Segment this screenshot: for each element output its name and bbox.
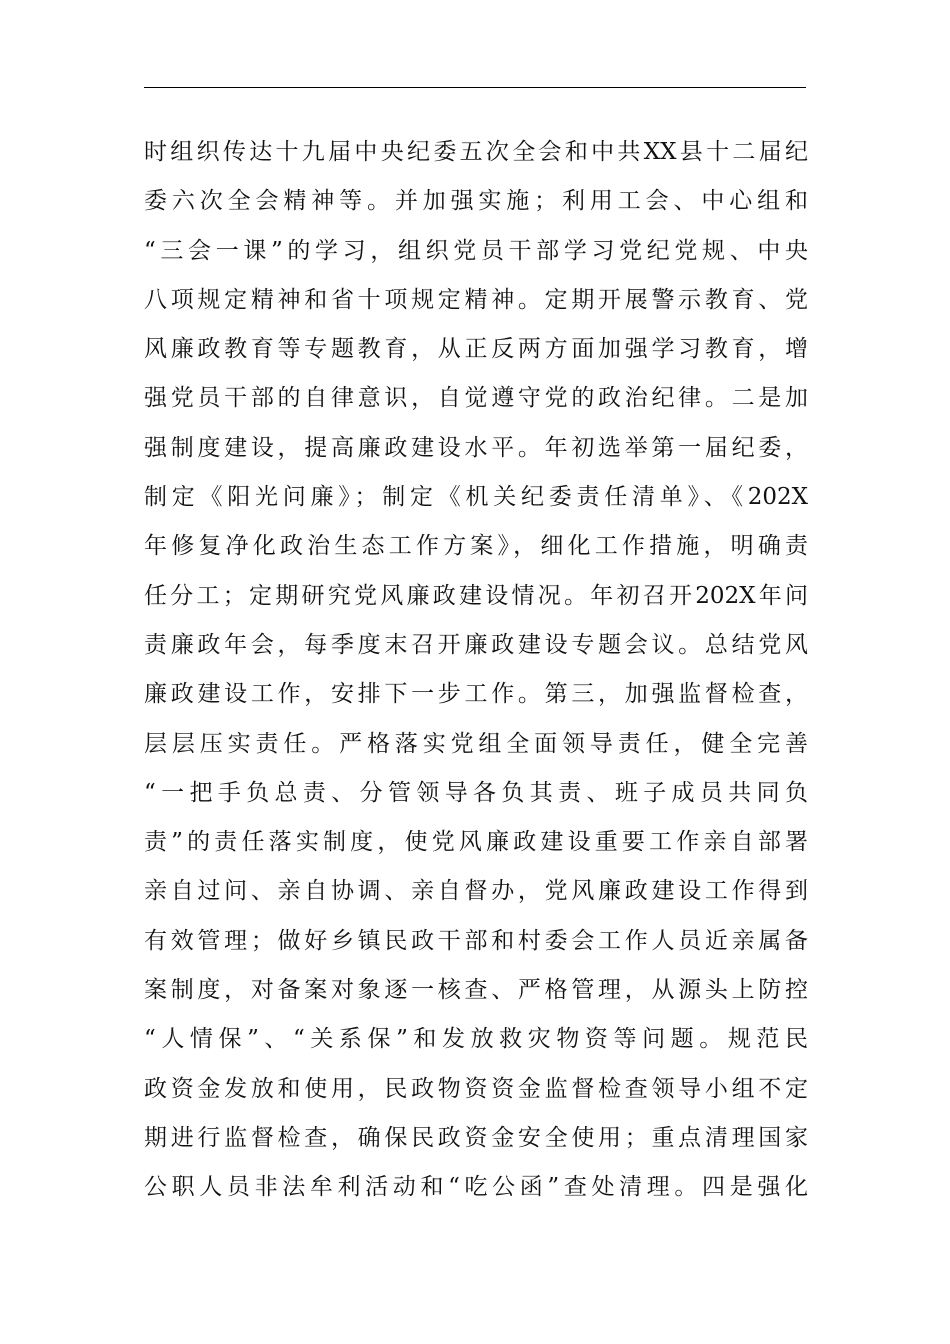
text-line: 有效管理；做好乡镇民政干部和村委会工作人员近亲属备 — [144, 927, 808, 954]
text-line: 亲自过问、亲自协调、亲自督办，党风廉政建设工作得到 — [144, 878, 808, 905]
body-text — [144, 128, 808, 1213]
text-line: 责廉政年会，每季度末召开廉政建设专题会议。总结党风 — [144, 631, 808, 658]
text-line: 八项规定精神和省十项规定精神。定期开展警示教育、党 — [144, 286, 808, 313]
text-line: 责”的责任落实制度，使党风廉政建设重要工作亲自部署 — [144, 829, 808, 856]
text-line: 委六次全会精神等。并加强实施；利用工会、中心组和 — [144, 188, 808, 215]
header-rule — [144, 87, 806, 88]
text-line: 期进行监督检查，确保民政资金安全使用；重点清理国家 — [144, 1124, 808, 1151]
text-line: 任分工；定期研究党风廉政建设情况。年初召开202X年问 — [144, 582, 808, 609]
text-line: 制定《阳光问廉》；制定《机关纪委责任清单》、《202X — [144, 484, 808, 511]
text-line: 政资金发放和使用，民政物资资金监督检查领导小组不定 — [144, 1075, 808, 1102]
text-line: 公职人员非法牟利活动和“吃公函”查处清理。四是强化 — [144, 1174, 808, 1201]
text-line: 层层压实责任。严格落实党组全面领导责任，健全完善 — [144, 730, 808, 757]
text-line: 风廉政教育等专题教育，从正反两方面加强学习教育，增 — [144, 336, 808, 363]
text-line: 案制度，对备案对象逐一核查、严格管理，从源头上防控 — [144, 977, 808, 1004]
text-line: 廉政建设工作，安排下一步工作。第三，加强监督检查， — [144, 681, 808, 708]
text-line: 强制度建设，提高廉政建设水平。年初选举第一届纪委， — [144, 434, 808, 461]
text-line: “三会一课”的学习，组织党员干部学习党纪党规、中央 — [144, 237, 808, 264]
text-line: 时组织传达十九届中央纪委五次全会和中共XX县十二届纪 — [144, 139, 808, 165]
text-line: “一把手负总责、分管领导各负其责、班子成员共同负 — [144, 779, 808, 806]
text-line: 强党员干部的自律意识，自觉遵守党的政治纪律。二是加 — [144, 385, 808, 412]
text-line: “人情保”、“关系保”和发放救灾物资等问题。规范民 — [144, 1026, 808, 1053]
text-line: 年修复净化政治生态工作方案》，细化工作措施，明确责 — [144, 533, 808, 560]
